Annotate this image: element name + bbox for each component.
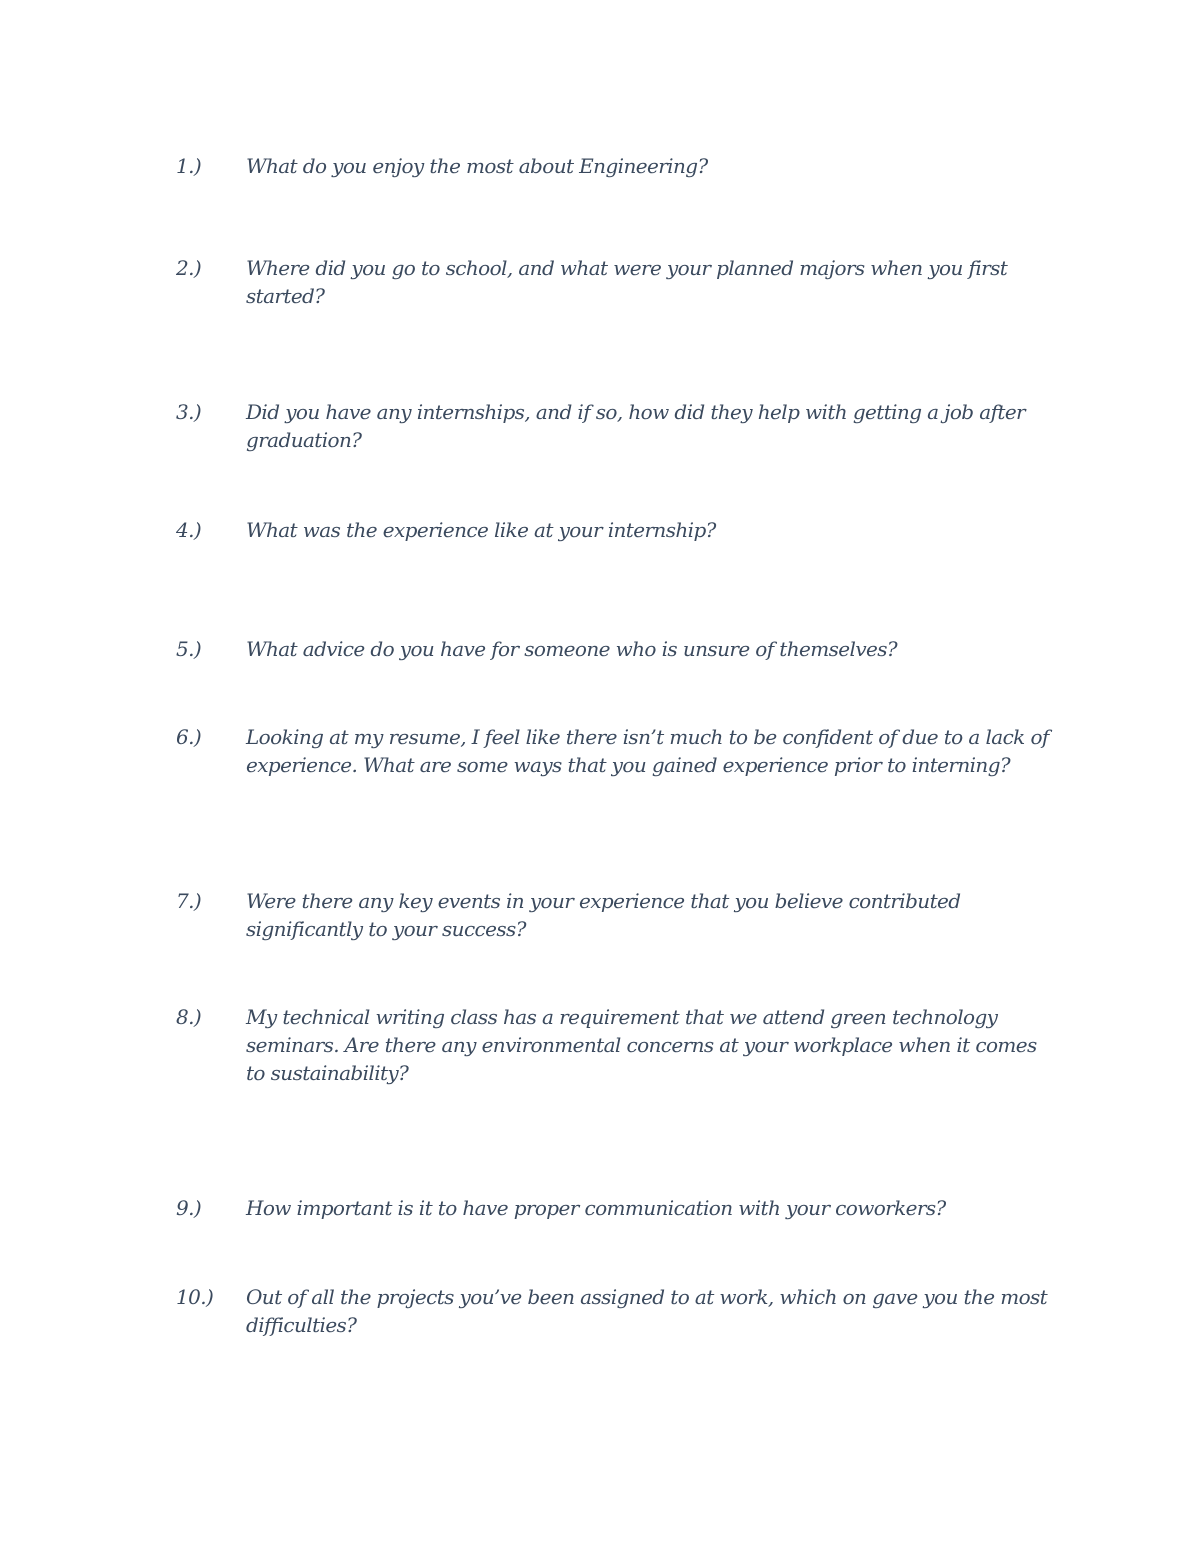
question-text: Looking at my resume, I feel like there isn’t much to be confident of due to a lack of experience. What are some ways that you gained experience prior to interning?	[246, 725, 1049, 777]
question-number: 9.)	[176, 1196, 202, 1220]
question-text: Did you have any internships, and if so, how did they help with getting a job after graduation?	[246, 400, 1026, 452]
question-text: What advice do you have for someone who is unsure of themselves?	[246, 637, 898, 661]
question-number: 4.)	[176, 518, 202, 542]
question-number: 2.)	[176, 256, 202, 280]
question-text: Out of all the projects you’ve been assigned to at work, which on gave you the most difficulties?	[246, 1285, 1048, 1337]
question-text: What was the experience like at your internship?	[246, 518, 716, 542]
question-text: Where did you go to school, and what were your planned majors when you first started?	[246, 256, 1008, 308]
question-number: 6.)	[176, 725, 202, 749]
question-number: 8.)	[176, 1005, 202, 1029]
question-text: My technical writing class has a requirement that we attend green technology seminars. Are there any environmental concerns at your workplace when it comes to sustainability?	[246, 1005, 1037, 1085]
question-text: How important is it to have proper communication with your coworkers?	[246, 1196, 946, 1220]
question-text: Were there any key events in your experience that you believe contributed significantly to your success?	[246, 889, 961, 941]
question-number: 7.)	[176, 889, 202, 913]
question-number: 3.)	[176, 400, 202, 424]
question-number: 1.)	[176, 154, 202, 178]
question-number: 10.)	[176, 1285, 214, 1309]
question-number: 5.)	[176, 637, 202, 661]
question-text: What do you enjoy the most about Engineering?	[246, 154, 708, 178]
